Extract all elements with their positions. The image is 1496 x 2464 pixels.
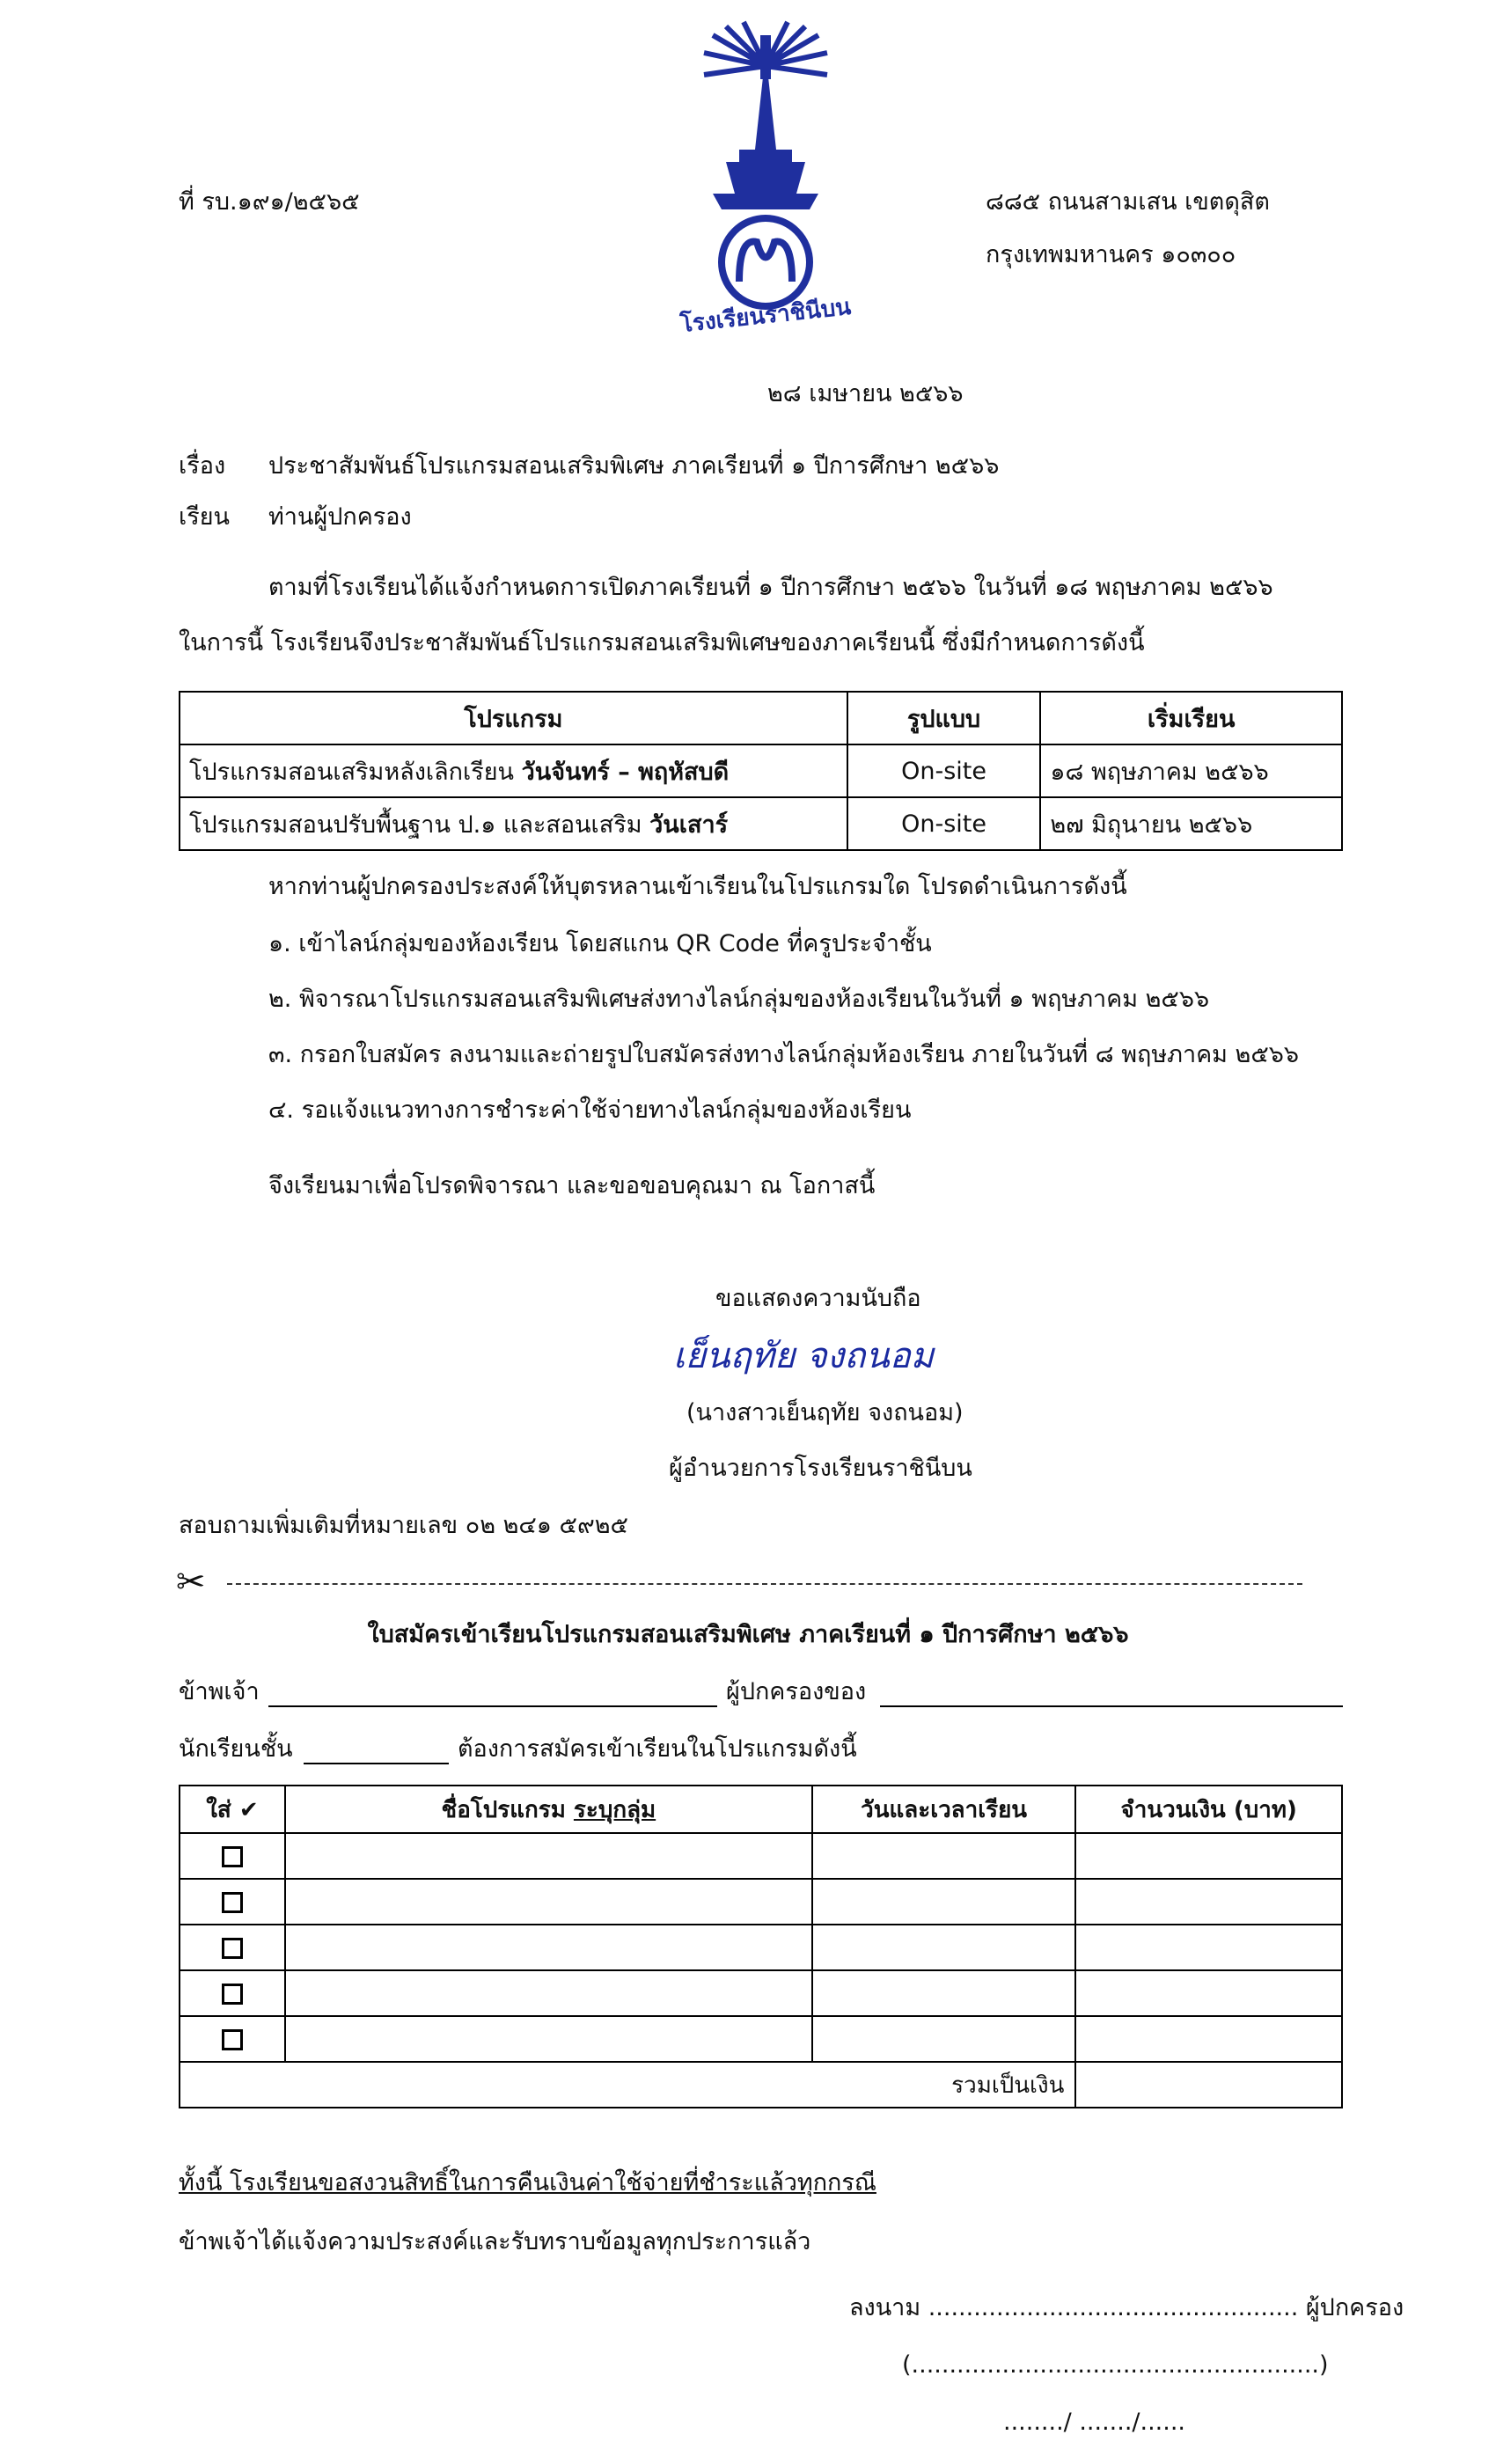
checkbox[interactable] <box>222 2029 243 2050</box>
header-start: เริ่มเรียน <box>1040 692 1342 744</box>
closing-text: จึงเรียนมาเพื่อโปรดพิจารณา และขอขอบคุณมา ณ โอกาสนี้ <box>268 1172 876 1199</box>
form-row <box>180 1925 1342 1970</box>
program-cell[interactable] <box>285 1833 812 1879</box>
amount-cell[interactable] <box>1075 2016 1342 2062</box>
grade-suffix: ต้องการสมัครเข้าเรียนในโปรแกรมดังนี้ <box>458 1735 857 1763</box>
amount-cell[interactable] <box>1075 1925 1342 1970</box>
paragraph-1-line-2: ในการนี้ โรงเรียนจึงประชาสัมพันธ์โปรแกรมสอนเสริมพิเศษของภาคเรียนนี้ ซึ่งมีกำหนดการดังนี้ <box>179 629 1145 656</box>
form-title: ใบสมัครเข้าเรียนโปรแกรมสอนเสริมพิเศษ ภาคเรียนที่ ๑ ปีการศึกษา ๒๕๖๖ <box>367 1621 1129 1648</box>
datetime-cell[interactable] <box>812 1925 1076 1970</box>
address-line1: ๘๘๕ ถนนสามเสน เขตดุสิต <box>986 188 1270 216</box>
scissors-icon: ✂ <box>176 1562 206 1602</box>
guardian-name-line[interactable]: (......................................................) <box>902 2351 1329 2379</box>
header-datetime: วันและเวลาเรียน <box>812 1786 1076 1833</box>
total-amount-cell[interactable] <box>1075 2062 1342 2108</box>
step-1: ๑. เข้าไลน์กลุ่มของห้องเรียน โดยสแกน QR Code ที่ครูประจำชั้น <box>268 930 932 957</box>
recipient-text: ท่านผู้ปกครอง <box>268 503 412 531</box>
paragraph-2: หากท่านผู้ปกครองประสงค์ให้บุตรหลานเข้าเรียนในโปรแกรมใด โปรดดำเนินการดังนี้ <box>268 873 1127 900</box>
step-2: ๒. พิจารณาโปรแกรมสอนเสริมพิเศษส่งทางไลน์กลุ่มของห้องเรียนในวันที่ ๑ พฤษภาคม ๒๕๖๖ <box>268 986 1210 1013</box>
step-4: ๔. รอแจ้งแนวทางการชำระค่าใช้จ่ายทางไลน์กลุ่มของห้องเรียน <box>268 1096 912 1124</box>
form-row <box>180 2016 1342 2062</box>
datetime-cell[interactable] <box>812 1833 1076 1879</box>
checkbox[interactable] <box>222 1938 243 1959</box>
application-table <box>179 1785 1343 2108</box>
letter-date: ๒๘ เมษายน ๒๕๖๖ <box>767 380 964 407</box>
subject-label: เรื่อง <box>179 452 226 480</box>
date-line[interactable]: ......../ ......./...... <box>1003 2409 1186 2436</box>
school-logo-text: โรงเรียนราชินีบน <box>678 293 853 339</box>
program-cell[interactable] <box>285 1970 812 2016</box>
guardian-signature-line[interactable]: ลงนาม ................................................. ผู้ปกครอง <box>849 2294 1404 2321</box>
program-name: โปรแกรมสอนปรับพื้นฐาน ป.๑ และสอนเสริม วันเสาร์ <box>180 797 847 850</box>
grade-label: นักเรียนชั้น <box>179 1735 293 1763</box>
program-cell[interactable] <box>285 2016 812 2062</box>
program-format: On-site <box>847 797 1041 850</box>
amount-cell[interactable] <box>1075 1833 1342 1879</box>
table-row <box>180 797 1342 850</box>
amount-cell[interactable] <box>1075 1970 1342 2016</box>
header-program-name: ชื่อโปรแกรม ระบุกลุ่ม <box>285 1786 812 1833</box>
contact-info: สอบถามเพิ่มเติมที่หมายเลข ๐๒ ๒๔๑ ๕๙๒๕ <box>179 1512 628 1539</box>
datetime-cell[interactable] <box>812 1879 1076 1925</box>
program-cell[interactable] <box>285 1879 812 1925</box>
table-header-row <box>180 692 1342 744</box>
form-row <box>180 1879 1342 1925</box>
form-row <box>180 1833 1342 1879</box>
reference-number: ที่ รบ.๑๙๑/๒๕๖๕ <box>179 188 360 216</box>
header-check: ใส่ ✔ <box>180 1786 285 1833</box>
address-line2: กรุงเทพมหานคร ๑๐๓๐๐ <box>986 241 1236 268</box>
program-format: On-site <box>847 744 1041 797</box>
signer-title: ผู้อำนวยการโรงเรียนราชินีบน <box>669 1455 972 1482</box>
program-name: โปรแกรมสอนเสริมหลังเลิกเรียน วันจันทร์ – พฤหัสบดี <box>180 744 847 797</box>
total-row <box>180 2062 1342 2108</box>
paragraph-1-line-1: ตามที่โรงเรียนได้แจ้งกำหนดการเปิดภาคเรียนที่ ๑ ปีการศึกษา ๒๕๖๖ ในวันที่ ๑๘ พฤษภาคม ๒๕๖๖ <box>268 574 1273 601</box>
applicant-name-field[interactable] <box>268 1705 717 1707</box>
grade-field[interactable] <box>304 1763 449 1764</box>
program-start: ๑๘ พฤษภาคม ๒๕๖๖ <box>1040 744 1342 797</box>
program-schedule-table <box>179 691 1343 851</box>
applicant-name-label: ข้าพเจ้า <box>179 1678 260 1705</box>
guardian-of-label: ผู้ปกครองของ <box>726 1678 867 1705</box>
amount-cell[interactable] <box>1075 1879 1342 1925</box>
cut-line <box>227 1583 1302 1585</box>
student-name-field[interactable] <box>880 1705 1343 1707</box>
form-row <box>180 1970 1342 2016</box>
form-header-row <box>180 1786 1342 1833</box>
signer-name: (นางสาวเย็นฤทัย จงถนอม) <box>686 1399 964 1426</box>
acknowledgement: ข้าพเจ้าได้แจ้งความประสงค์และรับทราบข้อมูลทุกประการแล้ว <box>179 2228 811 2255</box>
checkbox[interactable] <box>222 1984 243 2005</box>
school-crest-logo <box>678 18 854 339</box>
recipient-label: เรียน <box>179 503 231 531</box>
step-3: ๓. กรอกใบสมัคร ลงนามและถ่ายรูปใบสมัครส่งทางไลน์กลุ่มห้องเรียน ภายในวันที่ ๘ พฤษภาคม ๒๕๖๖ <box>268 1041 1300 1068</box>
program-cell[interactable] <box>285 1925 812 1970</box>
header-format: รูปแบบ <box>847 692 1041 744</box>
datetime-cell[interactable] <box>812 1970 1076 2016</box>
program-start: ๒๗ มิถุนายน ๒๕๖๖ <box>1040 797 1342 850</box>
signature: เย็นฤทัย จงถนอม <box>673 1336 935 1376</box>
regards: ขอแสดงความนับถือ <box>715 1285 921 1312</box>
table-row <box>180 744 1342 797</box>
subject-text: ประชาสัมพันธ์โปรแกรมสอนเสริมพิเศษ ภาคเรียนที่ ๑ ปีการศึกษา ๒๕๖๖ <box>268 452 1000 480</box>
refund-notice: ทั้งนี้ โรงเรียนขอสงวนสิทธิ์ในการคืนเงินค่าใช้จ่ายที่ชำระแล้วทุกกรณี <box>179 2169 876 2196</box>
checkbox[interactable] <box>222 1846 243 1867</box>
total-label: รวมเป็นเงิน <box>180 2062 1075 2108</box>
header-amount: จำนวนเงิน (บาท) <box>1075 1786 1342 1833</box>
datetime-cell[interactable] <box>812 2016 1076 2062</box>
header-program: โปรแกรม <box>180 692 847 744</box>
checkbox[interactable] <box>222 1892 243 1913</box>
